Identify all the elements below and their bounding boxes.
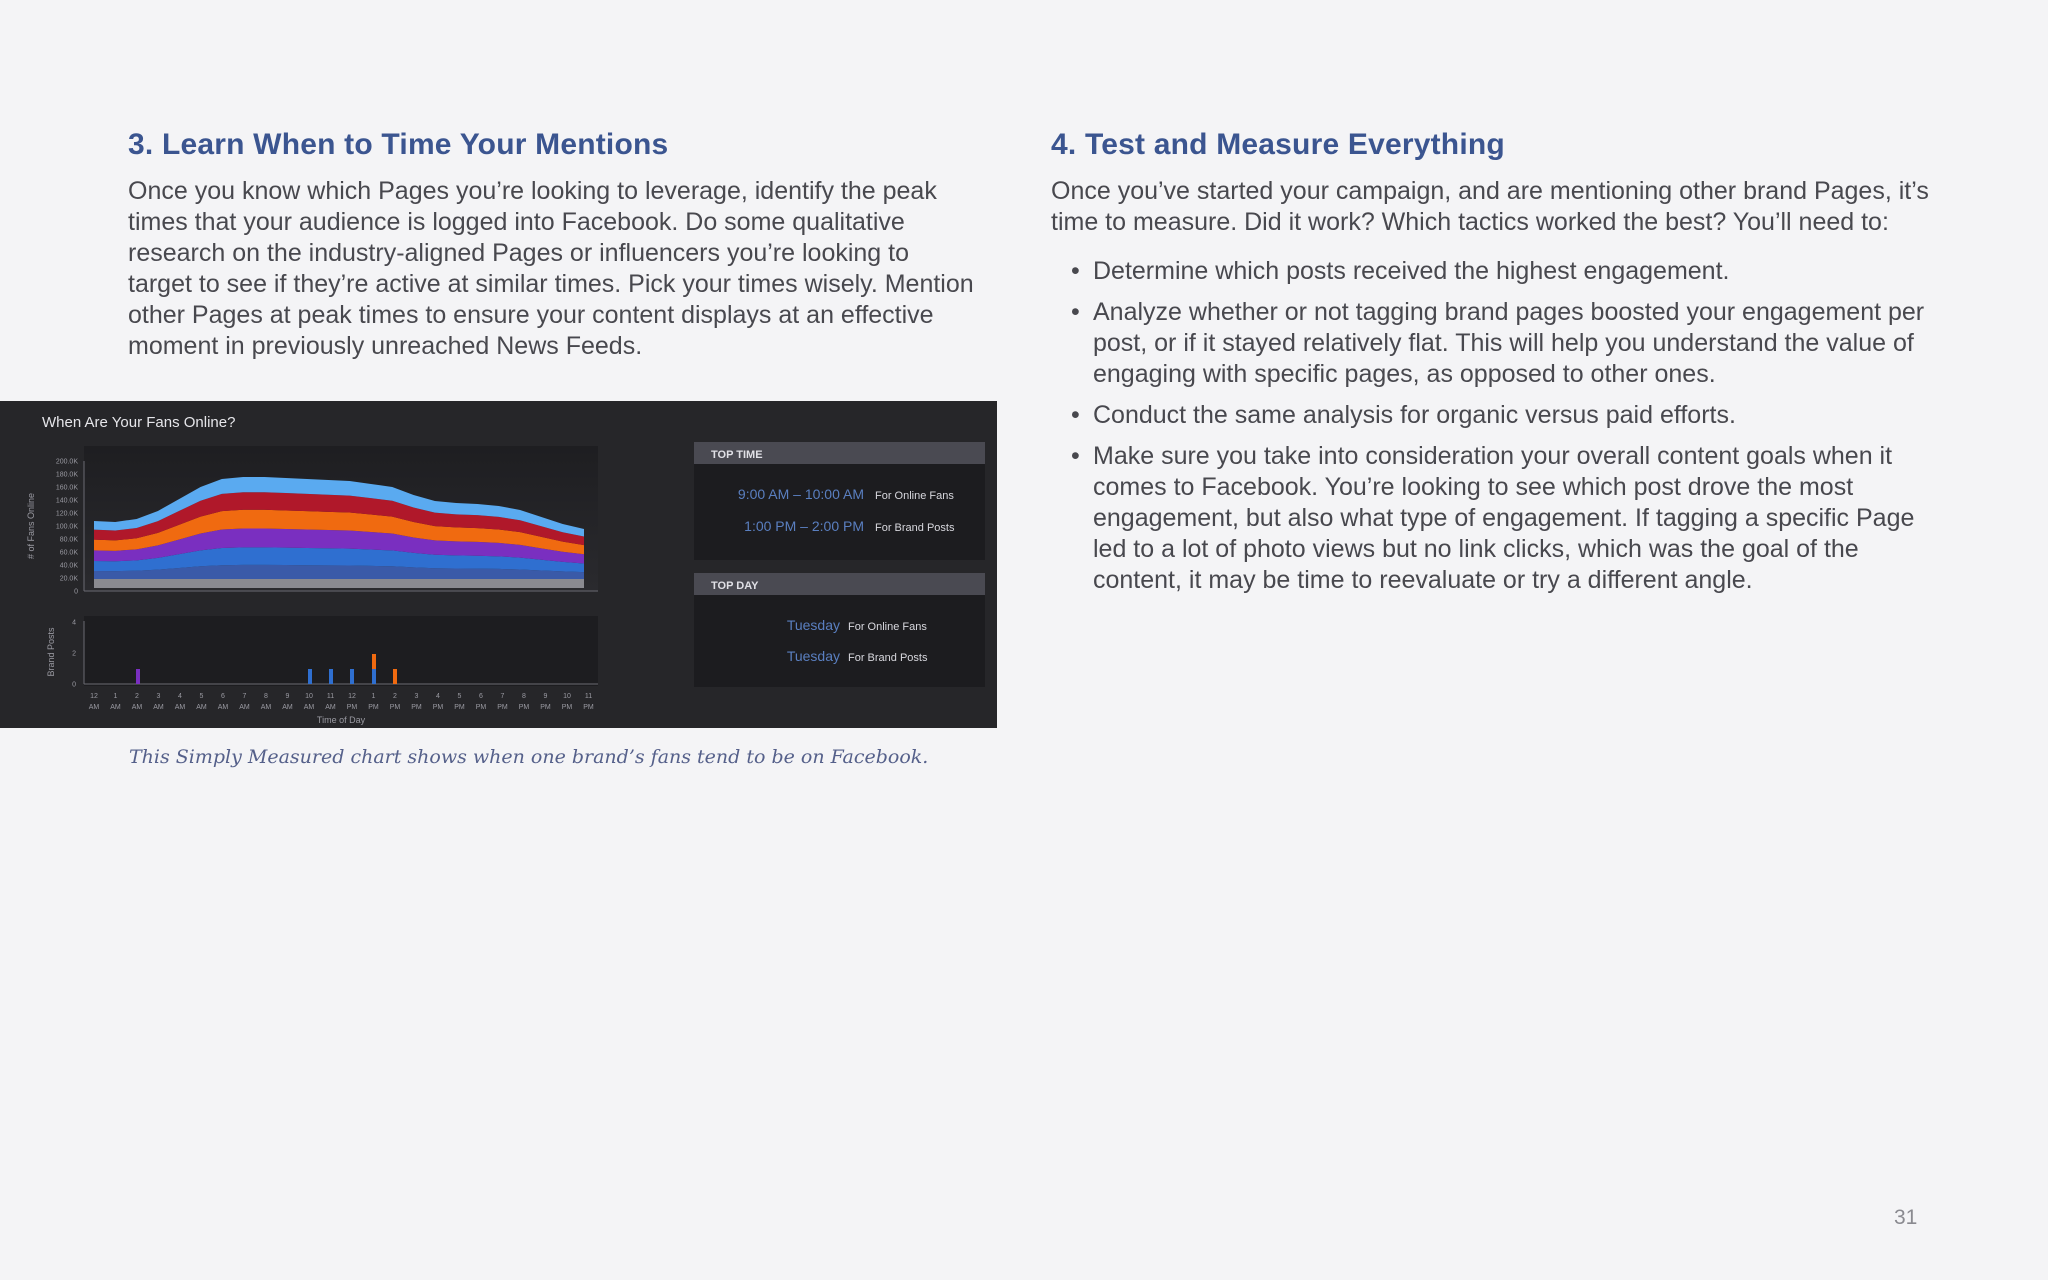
top-time-value: 9:00 AM – 10:00 AM [737, 486, 864, 502]
x-tick-hour: 1 [371, 693, 376, 700]
x-tick-period: PM [518, 704, 530, 711]
x-tick-hour: 11 [584, 693, 593, 700]
top-day-heading: TOP DAY [711, 580, 759, 592]
bottom-y-tick-label: 4 [72, 619, 76, 627]
x-tick-hour: 6 [479, 693, 483, 700]
list-item [1051, 441, 1931, 596]
x-axis-ticks [89, 693, 594, 711]
y-tick-label: 180.0K [55, 471, 78, 479]
x-tick-label [476, 693, 487, 711]
x-tick-hour: 11 [326, 693, 335, 700]
x-tick-hour: 7 [242, 693, 247, 700]
x-tick-label [325, 693, 336, 711]
x-tick-hour: 8 [522, 693, 526, 700]
x-tick-period: PM [561, 704, 573, 711]
top-day-panel [694, 595, 985, 687]
y-tick-label: 60.0K [59, 549, 78, 557]
x-tick-period: AM [217, 704, 229, 711]
x-tick-period: AM [131, 704, 143, 711]
x-tick-label [153, 693, 164, 711]
x-tick-hour: 2 [135, 693, 139, 700]
top-time-label: For Online Fans [875, 490, 954, 502]
list-item [1051, 256, 1931, 287]
bullet-icon: • [1071, 298, 1080, 326]
x-tick-hour: 10 [305, 693, 313, 700]
bullet-text: Conduct the same analysis for organic versus paid efforts. [1093, 401, 1736, 429]
x-tick-period: PM [432, 704, 444, 711]
x-tick-hour: 9 [543, 693, 548, 700]
bullet-list [1051, 256, 1931, 596]
x-tick-hour: 4 [178, 693, 182, 700]
x-tick-period: PM [368, 704, 379, 711]
x-tick-label [347, 693, 358, 711]
x-tick-period: PM [411, 704, 422, 711]
top-day-label: For Brand Posts [848, 652, 928, 664]
page-number: 31 [1894, 1206, 1918, 1229]
bullet-text: Analyze whether or not tagging brand pages boosted your engagement per post, or if it stayed relatively flat. This will help you understand the value of engaging with specific pages, as opposed to other ones. [1093, 298, 1925, 388]
bullet-text: Determine which posts received the highest engagement. [1093, 257, 1730, 285]
x-tick-hour: 5 [199, 693, 204, 700]
x-tick-label [583, 693, 594, 711]
x-tick-period: AM [239, 704, 250, 711]
x-tick-period: AM [325, 704, 336, 711]
x-tick-period: AM [196, 704, 207, 711]
top-time-panel [694, 464, 985, 560]
x-tick-hour: 10 [563, 693, 571, 700]
bottom-plot-area [84, 616, 598, 686]
bottom-y-ticks [72, 620, 76, 689]
x-tick-hour: 1 [113, 693, 118, 700]
fans-online-figure [0, 401, 997, 728]
y-tick-label: 140.0K [55, 497, 78, 505]
figure-title: When Are Your Fans Online? [42, 414, 236, 431]
x-tick-hour: 3 [414, 693, 419, 700]
x-tick-period: PM [475, 704, 487, 711]
x-tick-period: AM [153, 704, 164, 711]
y-axis-label: # of Fans Online [26, 492, 36, 560]
x-tick-label [454, 693, 465, 711]
x-tick-label [132, 693, 143, 711]
x-tick-label [411, 693, 422, 711]
brand-post-bar [308, 669, 312, 684]
x-tick-label [433, 693, 444, 711]
brand-post-bar [350, 669, 354, 684]
brand-post-bar [393, 669, 397, 684]
top-day-value: Tuesday [786, 648, 840, 664]
brand-post-bar [329, 669, 333, 684]
y-tick-label: 160.0K [55, 484, 78, 492]
y-tick-label: 0 [74, 588, 78, 596]
section-heading-left: 3. Learn When to Time Your Mentions [128, 128, 669, 161]
x-tick-period: PM [540, 704, 551, 711]
y-tick-label: 100.0K [55, 523, 78, 531]
top-time-label: For Brand Posts [875, 522, 955, 534]
top-time-value: 1:00 PM – 2:00 PM [744, 518, 864, 534]
section-heading-right: 4. Test and Measure Everything [1051, 128, 1505, 161]
x-tick-hour: 9 [285, 693, 290, 700]
x-tick-period: AM [110, 704, 121, 711]
y-tick-label: 200.0K [55, 458, 78, 466]
x-tick-hour: 8 [264, 693, 268, 700]
x-tick-label [390, 693, 401, 711]
x-tick-label [282, 693, 293, 711]
bullet-text: Make sure you take into consideration your overall content goals when it comes to Facebook. You’re looking to see which post drove the most engagement, but also what type of engagement. If tagging a specific Page led to a lot of photo views but no link clicks, which was the goal of the content, it may be time to reevaluate or try a different angle. [1093, 442, 1915, 594]
x-tick-label [497, 693, 508, 711]
x-axis-label: Time of Day [316, 715, 366, 725]
x-tick-period: PM [497, 704, 508, 711]
area-band [94, 579, 584, 588]
x-tick-period: PM [346, 704, 358, 711]
figure-caption: This Simply Measured chart shows when one brand’s fans tend to be on Facebook. [129, 746, 929, 768]
x-tick-label [562, 693, 573, 711]
x-tick-label [304, 693, 315, 711]
section-body-right: Once you’ve started your campaign, and are mentioning other brand Pages, it’s time to measure. Did it work? Which tactics worked the best? You’ll need to: [1051, 177, 1929, 236]
bottom-y-axis-label: Brand Posts [46, 627, 56, 677]
brand-post-bar [136, 669, 140, 684]
x-tick-label [540, 693, 551, 711]
x-tick-period: PM [454, 704, 465, 711]
x-tick-label [175, 693, 186, 711]
y-tick-label: 20.0K [59, 575, 78, 583]
x-tick-hour: 12 [90, 693, 98, 700]
x-tick-hour: 3 [156, 693, 161, 700]
x-tick-period: AM [260, 704, 272, 711]
bullet-icon: • [1071, 401, 1080, 429]
x-tick-period: PM [389, 704, 401, 711]
x-tick-label [368, 693, 379, 711]
x-tick-hour: 5 [457, 693, 462, 700]
x-tick-label [196, 693, 207, 711]
bottom-y-tick-label: 0 [72, 681, 76, 689]
x-tick-hour: 12 [348, 693, 356, 700]
bullet-icon: • [1071, 257, 1080, 285]
x-tick-hour: 7 [500, 693, 505, 700]
y-tick-label: 40.0K [59, 562, 78, 570]
bullet-icon: • [1071, 442, 1080, 470]
brand-post-bar [372, 669, 376, 684]
x-tick-label [110, 693, 121, 711]
bottom-y-tick-label: 2 [72, 650, 76, 658]
y-tick-label: 120.0K [55, 510, 78, 518]
y-tick-label: 80.0K [59, 536, 78, 544]
x-tick-hour: 2 [393, 693, 397, 700]
x-tick-period: AM [282, 704, 293, 711]
x-tick-period: AM [88, 704, 100, 711]
section-right [1051, 128, 1931, 606]
top-day-label: For Online Fans [848, 621, 927, 633]
list-item [1051, 400, 1931, 431]
y-axis-ticks [56, 459, 79, 596]
x-tick-hour: 4 [436, 693, 440, 700]
x-tick-period: AM [303, 704, 315, 711]
x-tick-label [89, 693, 100, 711]
x-tick-period: AM [174, 704, 186, 711]
top-day-value: Tuesday [786, 617, 840, 633]
fans-online-chart [0, 401, 997, 728]
x-tick-label [261, 693, 272, 711]
x-tick-label [519, 693, 530, 711]
section-left [128, 128, 978, 362]
x-tick-label [218, 693, 229, 711]
section-body-left: Once you know which Pages you’re looking to leverage, identify the peak times that your audience is logged into Facebook. Do some qualitative research on the industry-aligned Pages or influencers you’re looking to target to see if they’re active at similar times. Pick your times wisely. Mention other Pages at peak times to ensure your content displays at an effective moment in previously unreached News Feeds. [128, 177, 974, 360]
x-tick-hour: 6 [221, 693, 225, 700]
x-tick-period: PM [583, 704, 594, 711]
top-time-heading: TOP TIME [711, 449, 763, 461]
list-item [1051, 297, 1931, 390]
x-tick-label [239, 693, 250, 711]
